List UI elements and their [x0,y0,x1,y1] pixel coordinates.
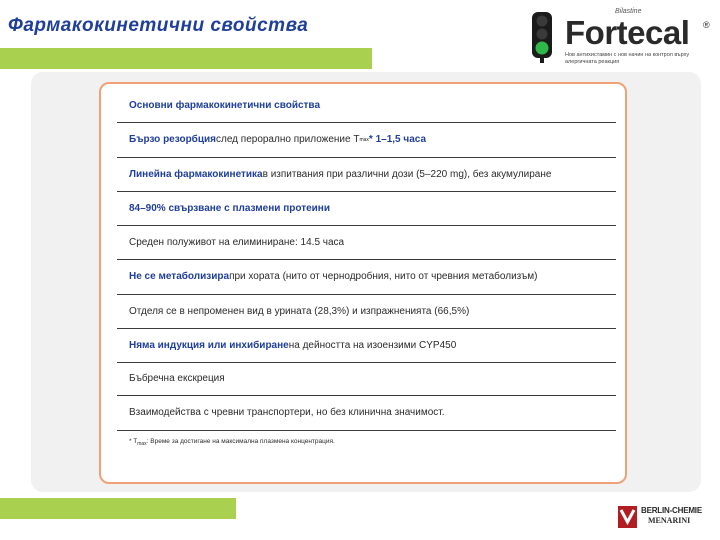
company-logo [618,505,718,533]
page-title: Фармакокинетични свойства [8,15,309,36]
top-accent-bar [0,48,372,69]
row-text-segment: max [359,137,369,143]
footnote-segment: * T [129,438,138,445]
table-row [117,260,616,295]
row-text-segment: Отделя се в непроменен вид в урината (28,3%) и изпражненията (66,5%) [129,305,470,317]
table-row [117,295,616,329]
bottom-accent-bar [0,498,236,519]
table-row [117,396,616,431]
row-text-segment: след перорално приложение T [215,134,360,145]
row-text-segment: Среден полуживот на елиминиране: 14.5 часа [129,236,345,248]
row-text-segment: в изпитвания при различни дози (5–220 mg), без акумулиране [262,168,552,180]
row-text-segment: Основни фармакокинетични свойства [129,100,321,111]
brand-small-label: Bilastine [615,8,642,15]
brand-tagline: Нов антихистамин с нов начин на контрол върху алергичната реакция [565,52,690,65]
brand-registered-mark: ® [703,20,710,30]
table-row [117,329,616,363]
row-text-segment: Линейна фармакокинетика [129,168,263,180]
row-text-segment: Няма индукция или инхибиране [129,339,289,351]
row-text-segment: при хората (нито от чернодробния, нито от чревния метаболизъм) [229,271,538,282]
footnote [117,431,616,449]
row-text-segment: Не се метаболизира [129,271,230,282]
footnote-segment: max [137,441,147,447]
brand-name: Fortecal [565,14,690,51]
table-row [117,123,616,158]
table-row [117,226,616,260]
row-text-segment: 84–90% свързване с плазмени протеини [129,202,330,214]
traffic-light-icon [529,10,555,64]
footnote-segment: : Време за достигане на максимална плазмена концентрация. [146,438,335,445]
properties-table [117,90,616,449]
company-name-line1: BERLIN-CHEMIE [641,506,702,515]
table-row [117,192,616,226]
company-name-line2: MENARINI [648,516,691,525]
row-text-segment: Взаимодейства с чревни транспортери, но без клинична значимост. [129,407,445,418]
company-mark-icon [618,506,637,528]
row-text-segment: Бързо резорбция [129,134,216,145]
row-text-segment: Бъбречна екскреция [129,373,225,384]
row-text-segment: на дейността на изоензими CYP450 [288,339,457,351]
row-text-segment: * 1–1,5 часа [368,134,427,145]
brand-logo [527,6,717,68]
table-row [117,158,616,192]
table-row [117,363,616,396]
table-header [117,90,616,123]
